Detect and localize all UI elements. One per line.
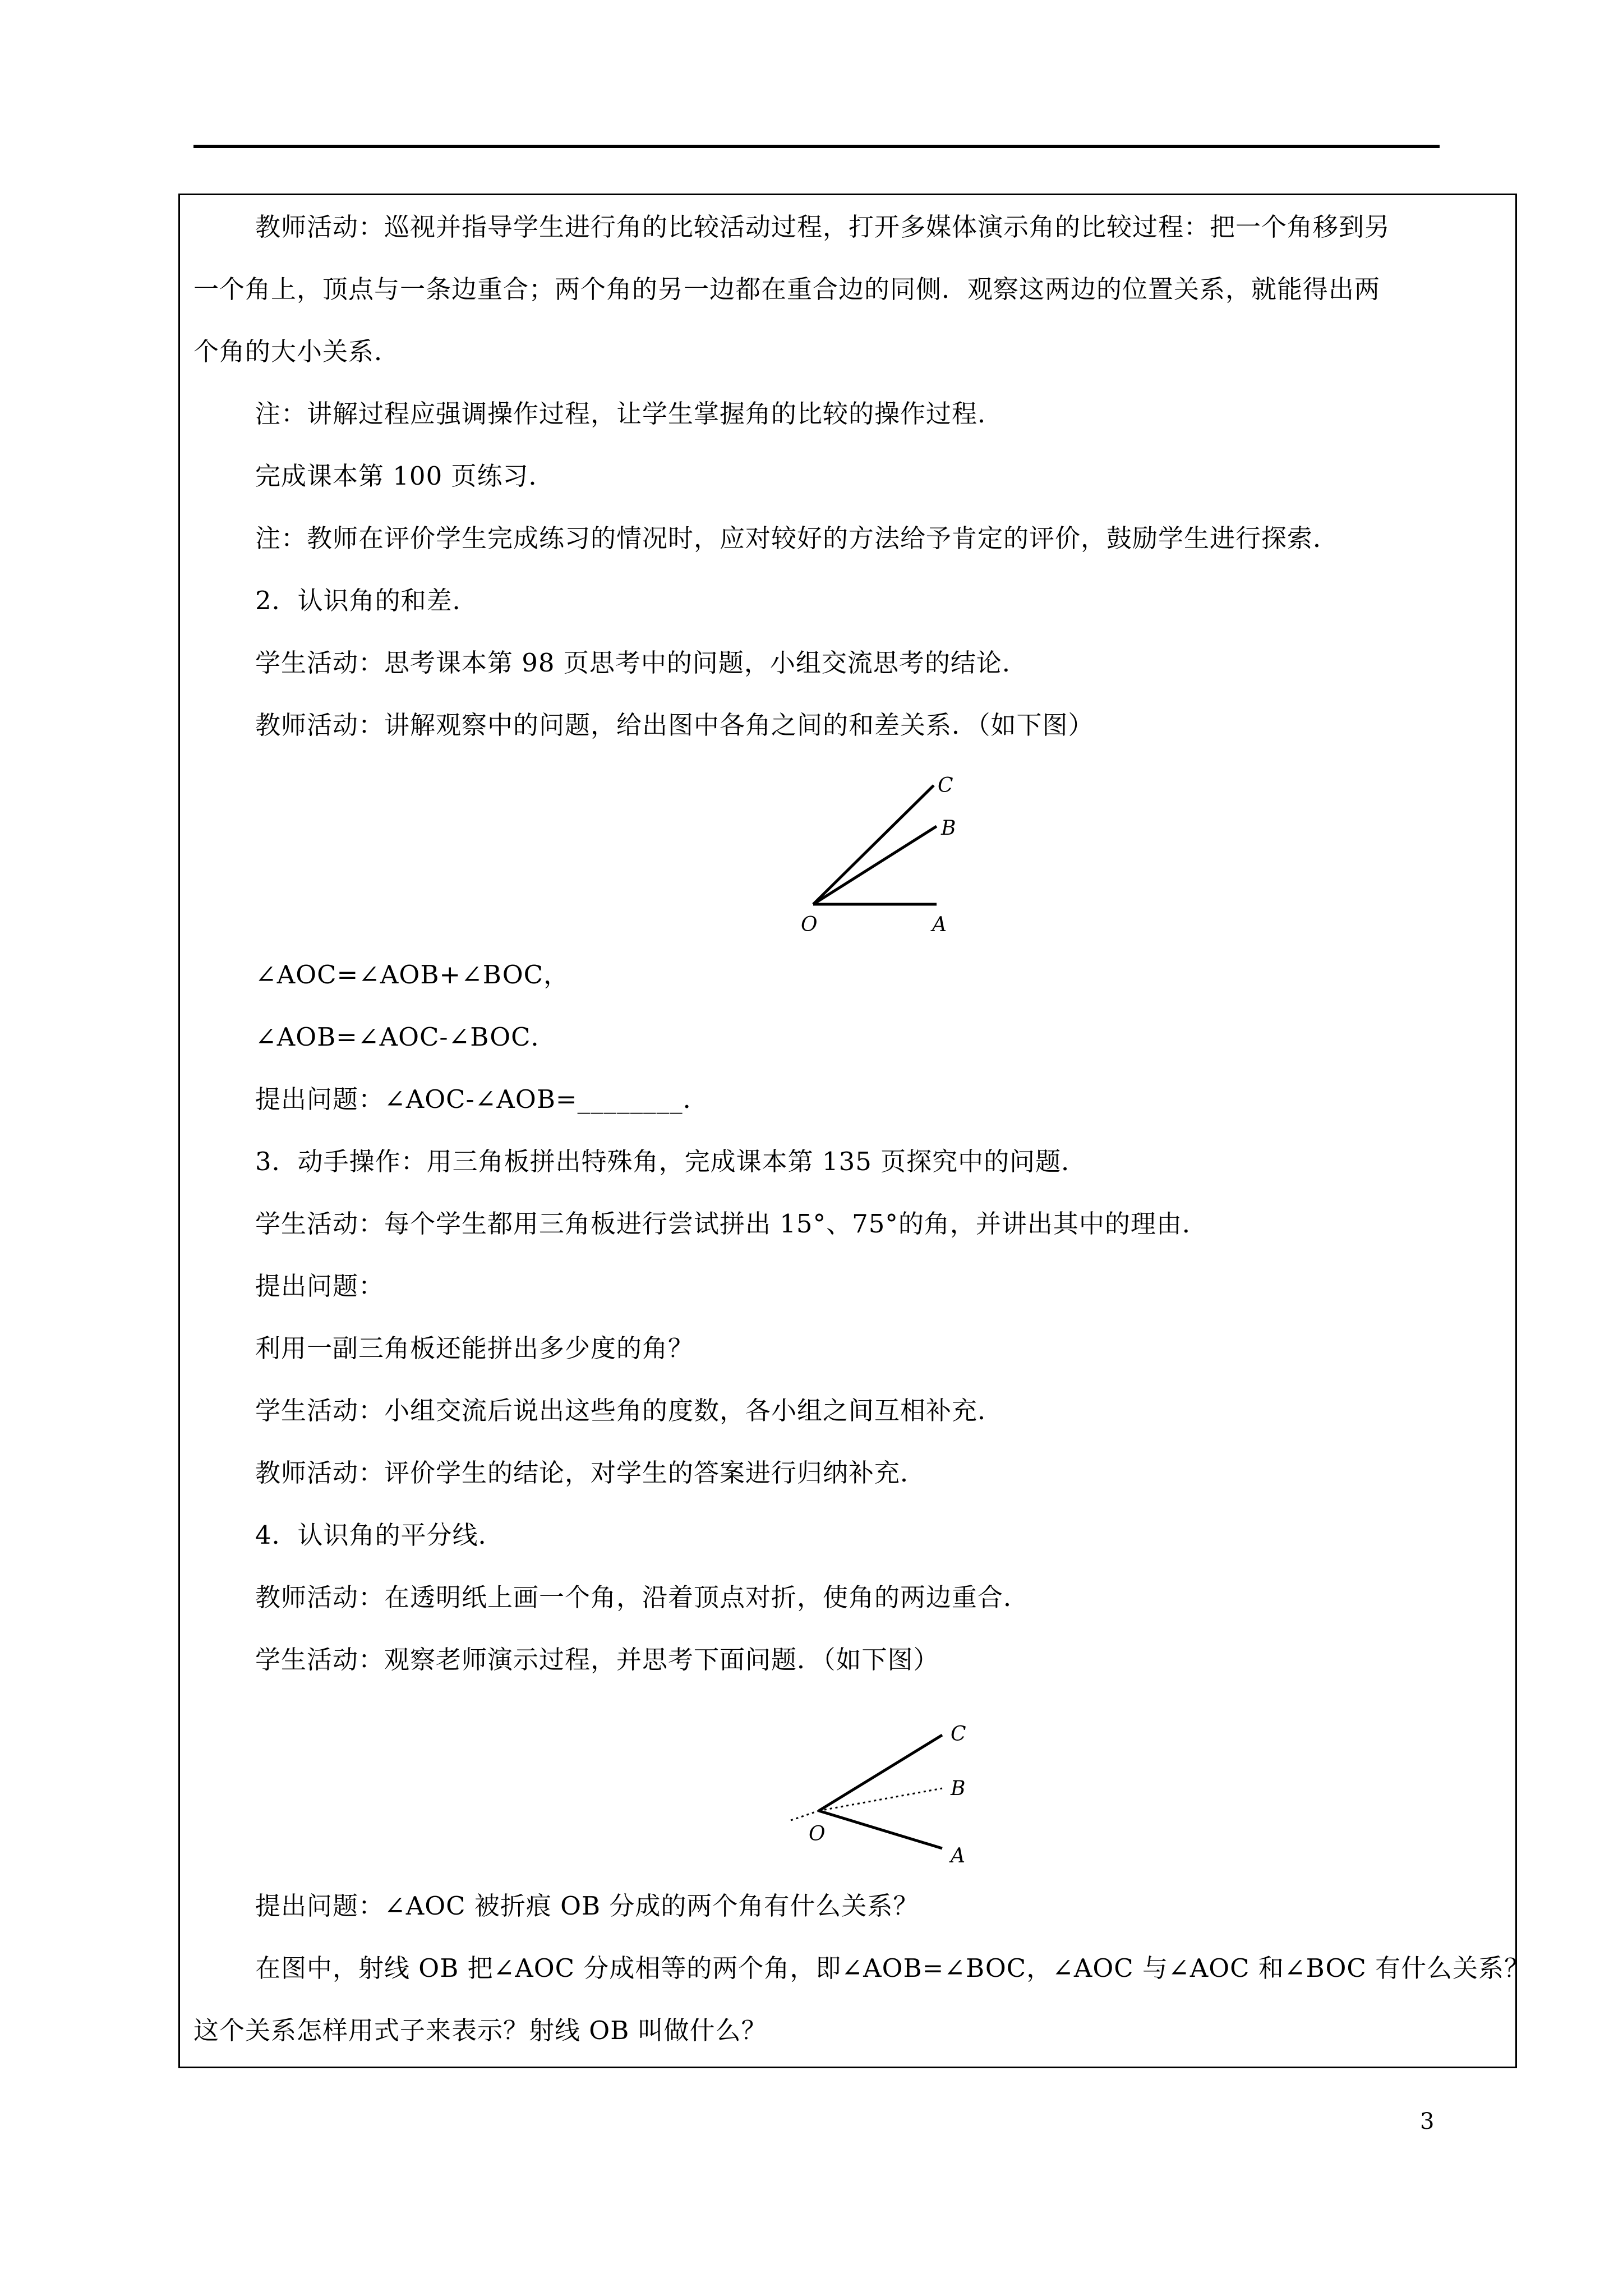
label-b: B <box>941 817 956 840</box>
text-line: 2．认识角的和差． <box>255 586 478 615</box>
text-line: 学生活动：思考课本第 98 页思考中的问题，小组交流思考的结论． <box>255 648 1028 678</box>
label-b: B <box>951 1777 966 1800</box>
text-line: 教师活动：在透明纸上画一个角，沿着顶点对折，使角的两边重合． <box>255 1582 1030 1612</box>
ray-oa <box>819 1811 942 1848</box>
label-a: A <box>932 913 947 936</box>
angle-bisector-diagram <box>780 1708 981 1876</box>
text-line: 注：讲解过程应强调操作过程，让学生掌握角的比较的操作过程． <box>255 399 1004 429</box>
text-line: 个角的大小关系． <box>193 337 400 366</box>
text-line: 教师活动：讲解观察中的问题，给出图中各角之间的和差关系．（如下图） <box>255 710 1094 740</box>
text-line: ∠AOB=∠AOC-∠BOC． <box>255 1022 557 1052</box>
text-line: ∠AOC=∠AOB+∠BOC， <box>255 960 570 990</box>
text-line: 提出问题：∠AOC 被折痕 OB 分成的两个角有什么关系？ <box>255 1891 919 1921</box>
label-a: A <box>951 1844 965 1867</box>
text-line: 学生活动：每个学生都用三角板进行尝试拼出 15°、75°的角，并讲出其中的理由． <box>255 1209 1208 1239</box>
text-line: 教师活动：巡视并指导学生进行角的比较活动过程，打开多媒体演示角的比较过程：把一个角移到另 <box>255 212 1391 242</box>
text-line: 注：教师在评价学生完成练习的情况时，应对较好的方法给予肯定的评价，鼓励学生进行探索． <box>255 523 1339 553</box>
angle-sum-figure <box>785 769 987 942</box>
text-line: 学生活动：观察老师演示过程，并思考下面问题．（如下图） <box>255 1645 939 1674</box>
text-line: 在图中，射线 OB 把∠AOC 分成相等的两个角，即∠AOB=∠BOC，∠AOC 与∠AOC 和∠BOC 有什么关系？ <box>255 1953 1530 1983</box>
header-rule <box>193 145 1440 148</box>
angle-bisector-figure <box>780 1708 981 1876</box>
ray-ob <box>813 826 937 904</box>
ray-oc <box>813 785 934 904</box>
text-line: 3．动手操作：用三角板拼出特殊角，完成课本第 135 页探究中的问题． <box>255 1147 1087 1176</box>
text-line: 学生活动：小组交流后说出这些角的度数，各小组之间互相补充． <box>255 1396 1004 1425</box>
label-c: C <box>938 774 953 797</box>
text-line: 4．认识角的平分线． <box>255 1520 504 1550</box>
text-line: 教师活动：评价学生的结论，对学生的答案进行归纳补充． <box>255 1458 926 1488</box>
text-line: 利用一副三角板还能拼出多少度的角？ <box>255 1333 694 1363</box>
label-c: C <box>951 1723 966 1746</box>
label-o: O <box>801 913 818 936</box>
text-line: 这个关系怎样用式子来表示？射线 OB 叫做什么？ <box>193 2016 767 2045</box>
text-line: 完成课本第 100 页练习． <box>255 461 555 491</box>
text-line: 一个角上，顶点与一条边重合；两个角的另一边都在重合边的同侧．观察这两边的位置关系，就能得出两 <box>193 274 1381 304</box>
text-line: 提出问题：∠AOC-∠AOB=________． <box>255 1084 709 1114</box>
extension-dotted <box>791 1811 819 1820</box>
angle-sum-diagram <box>785 769 987 942</box>
text-line: 提出问题： <box>255 1271 385 1301</box>
label-o: O <box>809 1823 826 1846</box>
page-number: 3 <box>1420 2109 1435 2134</box>
